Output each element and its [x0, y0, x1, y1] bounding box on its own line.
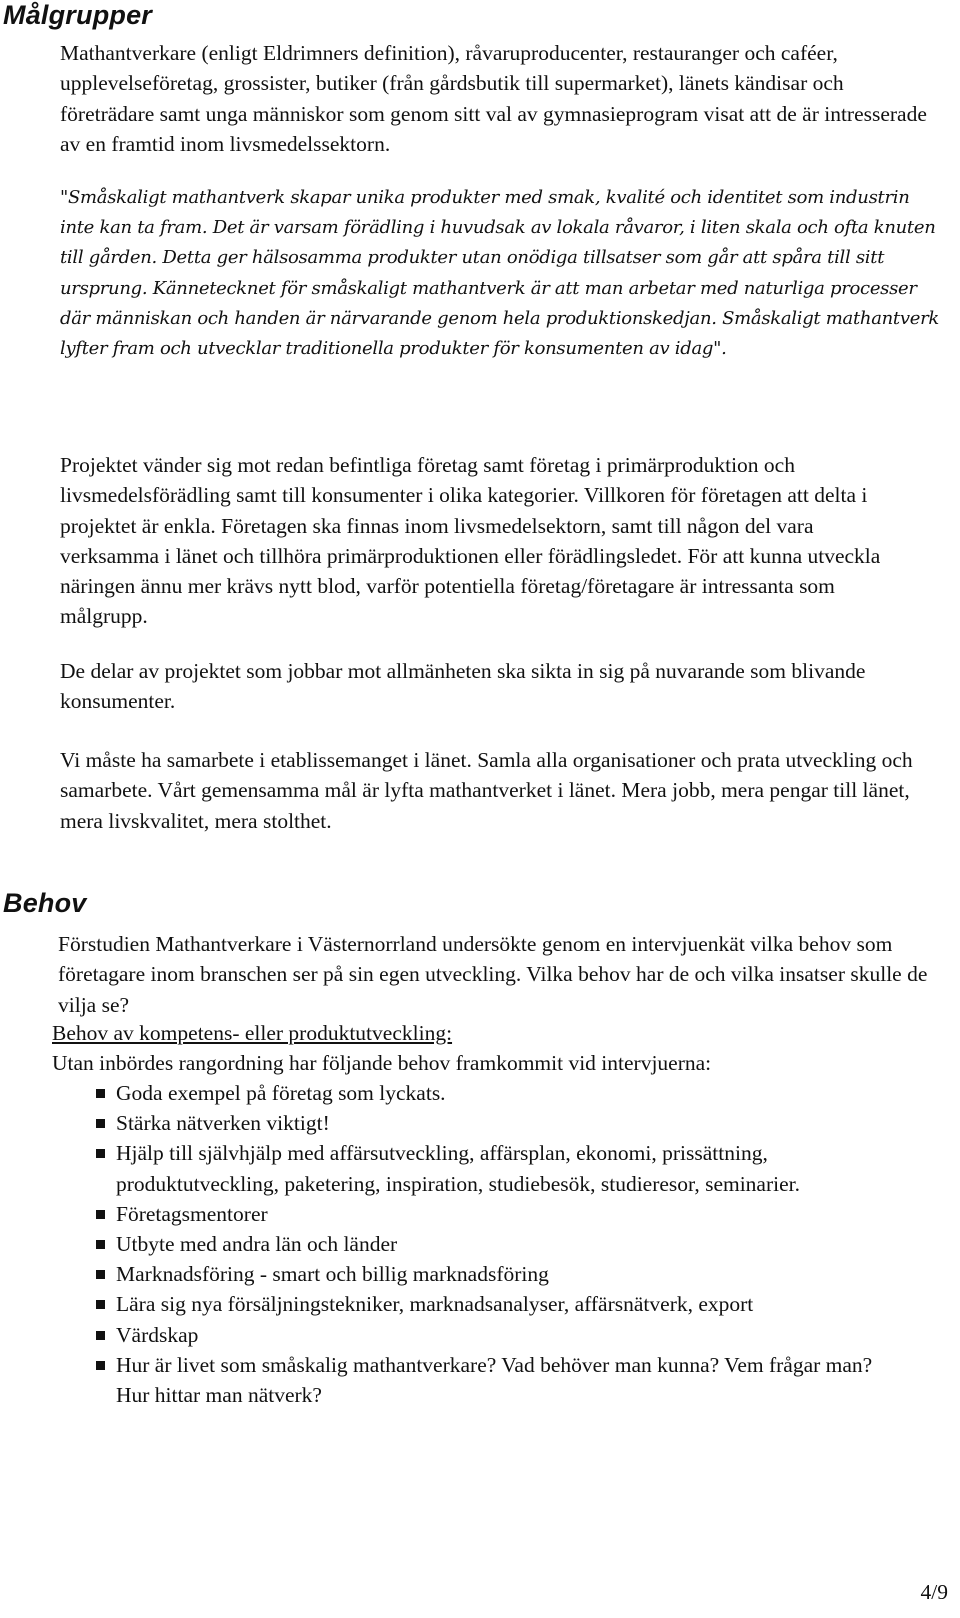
page-number: 4/9	[920, 1580, 948, 1604]
behov-list	[96, 1078, 896, 1410]
malgrupper-paragraph-2: De delar av projektet som jobbar mot allmänheten ska sikta in sig på nuvarande som blivande konsumenter.	[60, 659, 866, 714]
list-item	[96, 1350, 896, 1410]
list-item	[96, 1199, 896, 1229]
bullet-square-icon	[96, 1149, 105, 1158]
bullet-square-icon	[96, 1119, 105, 1128]
behov-intro: Förstudien Mathantverkare i Västernorrland undersökte genom en intervjuenkät vilka behov som företagare inom branschen ser på sin egen utveckling. Vilka behov har de och vilka insatser skulle de vilja se?	[58, 932, 928, 1017]
list-item-text: Hur är livet som småskalig mathantverkare? Vad behöver man kunna? Vem frågar man? Hur hittar man nätverk?	[116, 1352, 873, 1408]
behov-subheading: Behov av kompetens- eller produktutveckling:	[52, 1021, 453, 1045]
list-item-text: Marknadsföring - smart och billig marknadsföring	[116, 1262, 549, 1287]
list-item	[96, 1289, 896, 1319]
malgrupper-intro: Mathantverkare (enligt Eldrimners definition), råvaruproducenter, restauranger och caféer, upplevelseföretag, grossister, butiker (från gårdsbutik till supermarket), länets kändisar och företrädare samt unga människor som genom sitt val av gymnasieprogram visat att de är intresserade av en framtid inom livsmedelssektorn.	[60, 41, 927, 156]
list-item-text: Lära sig nya försäljningstekniker, marknadsanalyser, affärsnätverk, export	[116, 1292, 754, 1317]
bullet-square-icon	[96, 1361, 105, 1370]
bullet-square-icon	[96, 1240, 105, 1249]
list-item	[96, 1138, 896, 1198]
list-item	[96, 1259, 896, 1289]
bullet-square-icon	[96, 1331, 105, 1340]
list-item-text: Stärka nätverken viktigt!	[116, 1111, 330, 1136]
list-item	[96, 1078, 896, 1108]
list-item	[96, 1108, 896, 1138]
bullet-square-icon	[96, 1089, 105, 1098]
bullet-square-icon	[96, 1210, 105, 1219]
list-item-text: Goda exempel på företag som lyckats.	[116, 1081, 446, 1105]
bullet-square-icon	[96, 1270, 105, 1279]
list-item-text: Företagsmentorer	[116, 1201, 268, 1226]
section-heading-behov: Behov	[3, 888, 87, 918]
list-item-text: Hjälp till självhjälp med affärsutveckling, affärsplan, ekonomi, prissättning, produktutveckling, paketering, inspiration, studiebesök, studieresor, seminarier.	[116, 1141, 801, 1196]
list-item	[96, 1320, 896, 1350]
list-item-text: Utbyte med andra län och länder	[116, 1232, 398, 1257]
malgrupper-paragraph-3: Vi måste ha samarbete i etablissemanget i länet. Samla alla organisationer och prata utveckling och samarbete. Vårt gemensamma mål är lyfta mathantverket i länet. Mera jobb, mera pengar till länet, mera livskvalitet, mera stolthet.	[60, 748, 913, 833]
malgrupper-quote: "Småskaligt mathantverk skapar unika produkter med smak, kvalité och identitet som industrin inte kan ta fram. Det är varsam förädling i huvudsak av lokala råvaror, i liten skala och ofta knuten till gården. Detta ger hälsosamma produkter utan onödiga tillsatser som går att spåra till sitt ursprung. Kännetecknet för småskaligt mathantverk är att man arbetar med naturliga processer där människan och handen är närvarande genom hela produktionskedjan. Småskaligt mathantverk lyfter fram och utvecklar traditionella produkter för konsumenten av idag".	[60, 187, 940, 360]
bullet-square-icon	[96, 1300, 105, 1309]
list-item	[96, 1229, 896, 1259]
behov-list-intro: Utan inbördes rangordning har följande behov framkommit vid intervjuerna:	[52, 1051, 712, 1075]
malgrupper-paragraph-1: Projektet vänder sig mot redan befintliga företag samt företag i primärproduktion och livsmedelsförädling samt till konsumenter i olika kategorier. Villkoren för företagen att delta i projektet är enkla. Företagen ska finnas inom livsmedelsektorn, samt till någon del vara verksamma i länet och tillhöra primärproduktionen eller förädlingsledet. För att kunna utveckla näringen ännu mer krävs nytt blod, varför potentiella företag/företagare är intressanta som målgrupp.	[60, 453, 881, 629]
list-item-text: Värdskap	[116, 1322, 199, 1347]
section-heading-malgrupper: Målgrupper	[3, 0, 153, 30]
